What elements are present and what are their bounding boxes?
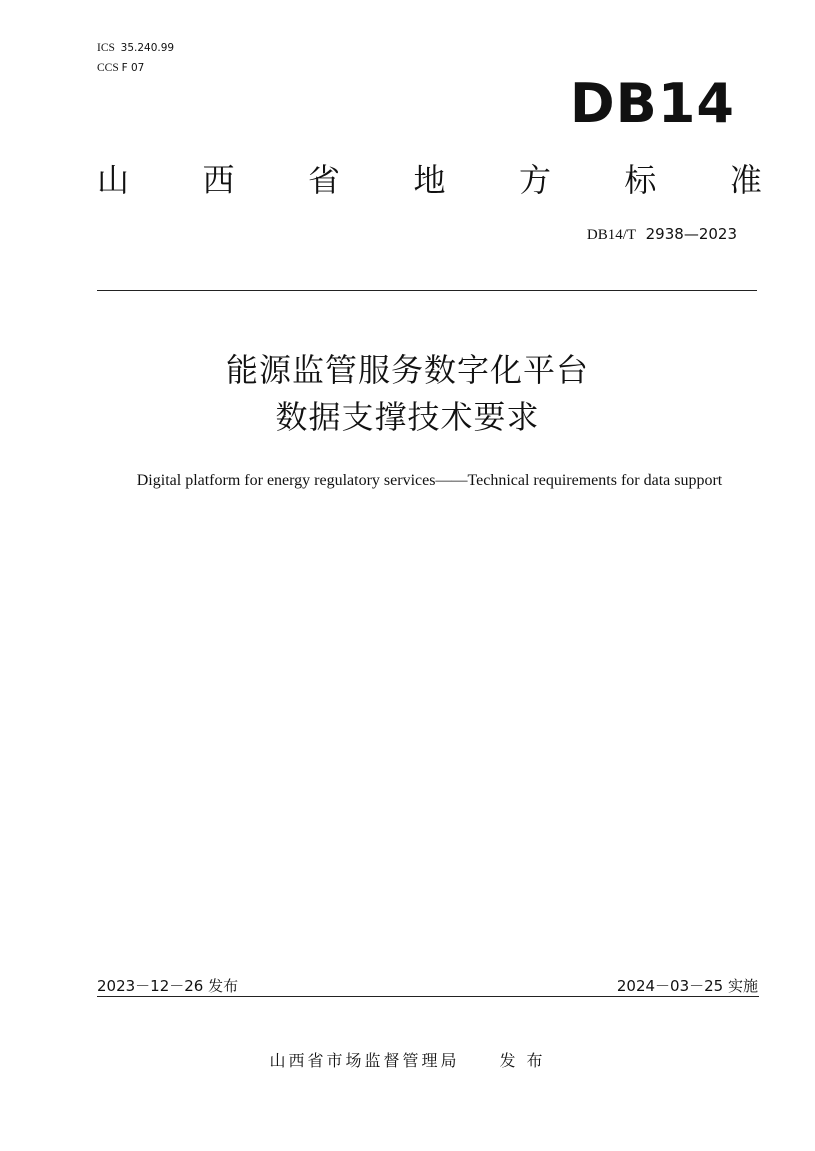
ccs-label: CCS: [97, 62, 119, 74]
standard-number: [587, 224, 737, 245]
standard-type-char: 准: [729, 161, 762, 199]
issuer-name: 山西省市场监督管理局: [269, 1051, 460, 1070]
publish-date: 2023－12－26 发布: [97, 977, 239, 995]
standard-number-code: 2938—2023: [645, 225, 737, 243]
ics-label: ICS: [97, 42, 115, 54]
ccs-code: F 07: [121, 62, 145, 74]
standard-type-char: 西: [202, 161, 235, 199]
issuer-row: [0, 1050, 815, 1072]
standard-type-char: 地: [413, 161, 446, 199]
title-cn-line1: 能源监管服务数字化平台: [225, 351, 589, 389]
standard-type-char: 山: [97, 161, 130, 199]
standard-type: [97, 158, 762, 202]
standard-type-char: 省: [307, 161, 340, 199]
issuer-action: 发 布: [499, 1051, 546, 1070]
ics-line: [97, 41, 174, 55]
top-divider: [97, 290, 757, 291]
title-en: Digital platform for energy regulatory services——Technical requirements for data support: [136, 472, 723, 489]
bottom-divider: [97, 996, 759, 997]
standard-type-char: 标: [624, 161, 657, 199]
db-mark: DB14: [569, 72, 735, 135]
title-cn-line2: 数据支撑技术要求: [275, 398, 540, 436]
implement-date: 2024－03－25 实施: [616, 977, 758, 995]
ics-code: 35.240.99: [120, 42, 175, 54]
standard-type-char: 方: [518, 161, 551, 199]
ccs-line: [97, 61, 144, 75]
standard-number-prefix: DB14/T: [586, 227, 637, 243]
